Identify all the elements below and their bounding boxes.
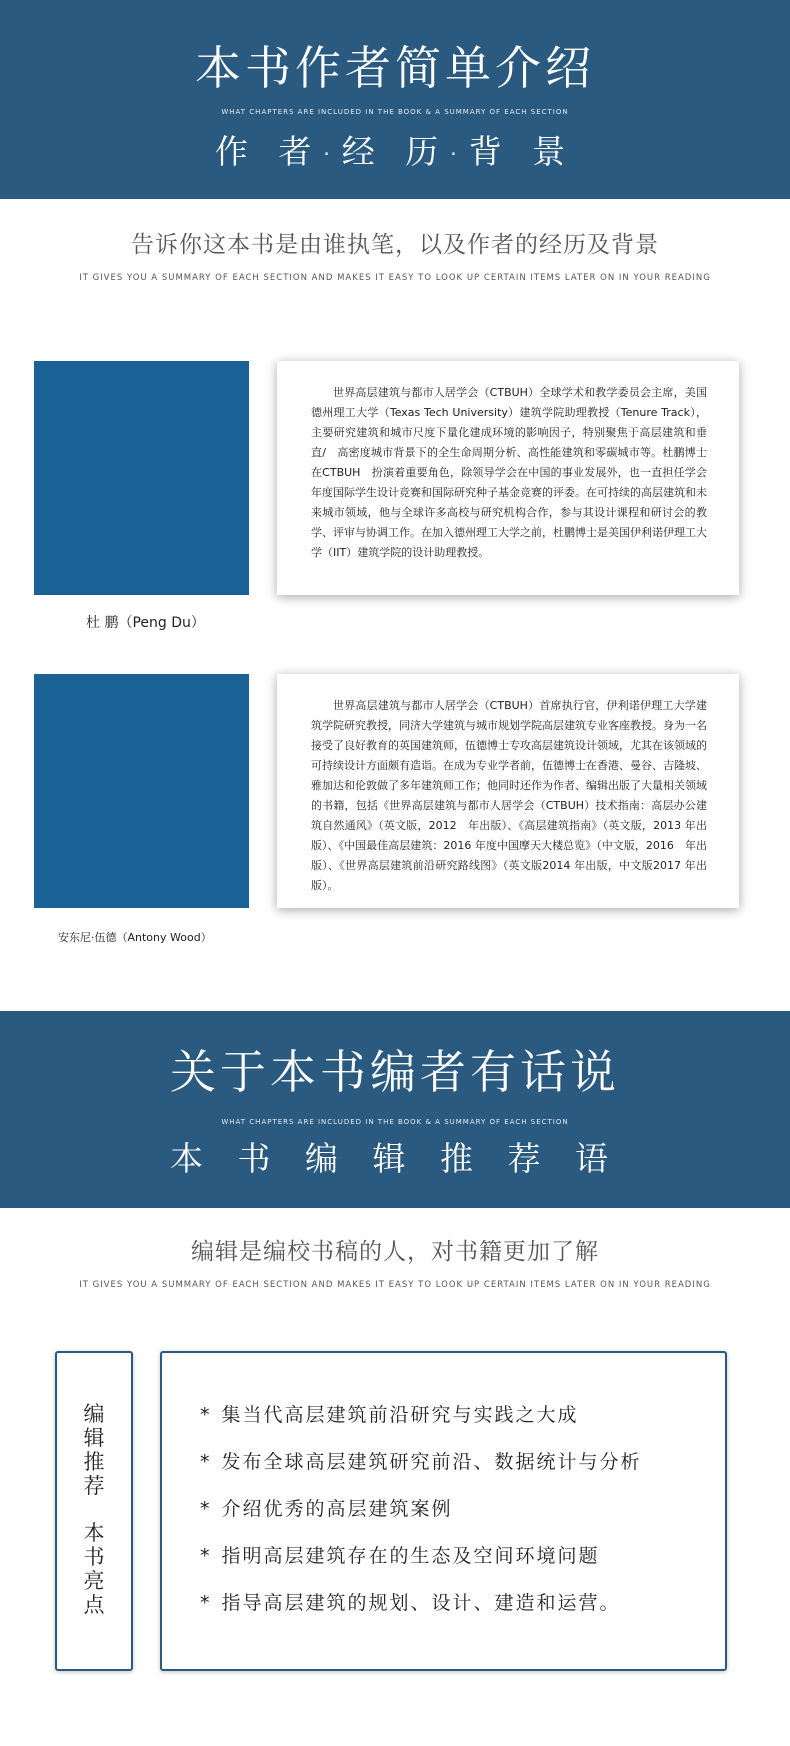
banner-title: 本书作者简单介绍 bbox=[195, 41, 595, 95]
highlight-item: * 集当代高层建筑前沿研究与实践之大成 bbox=[200, 1400, 642, 1447]
author-bio-card bbox=[277, 674, 739, 908]
author-name: 杜 鹏（Peng Du） bbox=[86, 615, 205, 631]
banner-subtitle bbox=[0, 132, 790, 171]
highlights-label-top bbox=[57, 1402, 131, 1498]
highlights-label-bottom bbox=[57, 1521, 131, 1617]
banner-subtitle-part: 背 景 bbox=[468, 132, 576, 171]
section-heading-text: 告诉你这本书是由谁执笔，以及作者的经历及背景 bbox=[131, 232, 659, 258]
label-char: 编 bbox=[83, 1402, 105, 1426]
editor-note-banner bbox=[0, 1011, 790, 1208]
banner-english-caption: WHAT CHAPTERS ARE INCLUDED IN THE BOOK & A SUMMARY OF EACH SECTION bbox=[221, 1118, 569, 1126]
label-char: 本 bbox=[83, 1521, 105, 1545]
banner-title: 关于本书编者有话说 bbox=[170, 1045, 620, 1099]
label-char: 荐 bbox=[83, 1474, 105, 1498]
label-char: 推 bbox=[83, 1450, 105, 1474]
section-heading bbox=[0, 226, 790, 283]
highlight-item: * 发布全球高层建筑研究前沿、数据统计与分析 bbox=[200, 1447, 642, 1494]
banner-subtitle-separator: · bbox=[450, 141, 467, 166]
author-bio-text: 世界高层建筑与都市人居学会（CTBUH）首席执行官，伊利诺伊理工大学建筑学院研究教授，同济大学建筑与城市规划学院高层建筑专业客座教授。身为一名接受了良好教育的英国建筑师，伍德博士专攻高层建筑设计领域，尤其在该领域的可持续设计方面颇有造诣。在成为专业学者前，伍德博士在香港、曼谷、吉隆坡、雅加达和伦敦做了多年建筑师工作；他同时还作为作者、编辑出版了大量相关领域的书籍，包括《世界高层建筑与都市人居学会（CTBUH）技术指南：高层办公建筑自然通风》（英文版，2012 年出版）、《高层建筑指南》（英文版，2013 年出版）、《中国最佳高层建筑：2016 年度中国摩天大楼总览》（中文版，2016 年出版）、《世界高层建筑前沿研究路线图》（英文版2014 年出版，中文版2017 年出版）。 bbox=[311, 699, 707, 892]
label-char: 辑 bbox=[83, 1426, 105, 1450]
highlight-item: * 介绍优秀的高层建筑案例 bbox=[200, 1494, 642, 1541]
author-bio-card bbox=[277, 361, 739, 595]
section-heading-text: 编辑是编校书稿的人，对书籍更加了解 bbox=[191, 1239, 599, 1265]
highlight-item: * 指导高层建筑的规划、设计、建造和运营。 bbox=[200, 1588, 642, 1635]
author-photo bbox=[34, 674, 249, 908]
highlights-list bbox=[200, 1400, 642, 1635]
author-photo bbox=[34, 361, 249, 595]
highlights-label-box bbox=[55, 1351, 133, 1671]
author-name: 安东尼·伍德（Antony Wood） bbox=[58, 931, 212, 944]
section-heading-english: IT GIVES YOU A SUMMARY OF EACH SECTION AND MAKES IT EASY TO LOOK UP CERTAIN ITEMS LATER ON IN YOUR READING bbox=[79, 273, 711, 283]
author-intro-banner bbox=[0, 0, 790, 199]
label-char: 亮 bbox=[83, 1569, 105, 1593]
banner-english-caption: WHAT CHAPTERS ARE INCLUDED IN THE BOOK & A SUMMARY OF EACH SECTION bbox=[221, 108, 569, 116]
section-heading bbox=[0, 1233, 790, 1290]
banner-subtitle: 本 书 编 辑 推 荐 语 bbox=[170, 1139, 620, 1178]
banner-subtitle-part: 作 者 bbox=[214, 132, 322, 171]
banner-subtitle-separator: · bbox=[323, 141, 340, 166]
banner-subtitle-part: 经 历 bbox=[341, 132, 449, 171]
label-char: 书 bbox=[83, 1545, 105, 1569]
section-heading-english: IT GIVES YOU A SUMMARY OF EACH SECTION AND MAKES IT EASY TO LOOK UP CERTAIN ITEMS LATER ON IN YOUR READING bbox=[79, 1280, 711, 1290]
highlight-item: * 指明高层建筑存在的生态及空间环境问题 bbox=[200, 1541, 642, 1588]
label-char: 点 bbox=[83, 1593, 105, 1617]
highlights-box bbox=[160, 1351, 727, 1671]
author-bio-text: 世界高层建筑与都市人居学会（CTBUH）全球学术和教学委员会主席，美国德州理工大学（Texas Tech University）建筑学院助理教授（Tenure Track），主要研究建筑和城市尺度下量化建成环境的影响因子，特别聚焦于高层建筑和垂直/ 高密度城市背景下的全生命周期分析、高性能建筑和零碳城市等。杜鹏博士在CTBUH 扮演着重要角色，除领导学会在中国的事业发展外，也一直担任学会年度国际学生设计竞赛和国际研究种子基金竞赛的评委。在可持续的高层建筑和未来城市领域，他与全球许多高校与研究机构合作，参与其设计课程和研讨会的教学、评审与协调工作。在加入德州理工大学之前，杜鹏博士是美国伊利诺伊理工大学（IIT）建筑学院的设计助理教授。 bbox=[311, 386, 707, 559]
